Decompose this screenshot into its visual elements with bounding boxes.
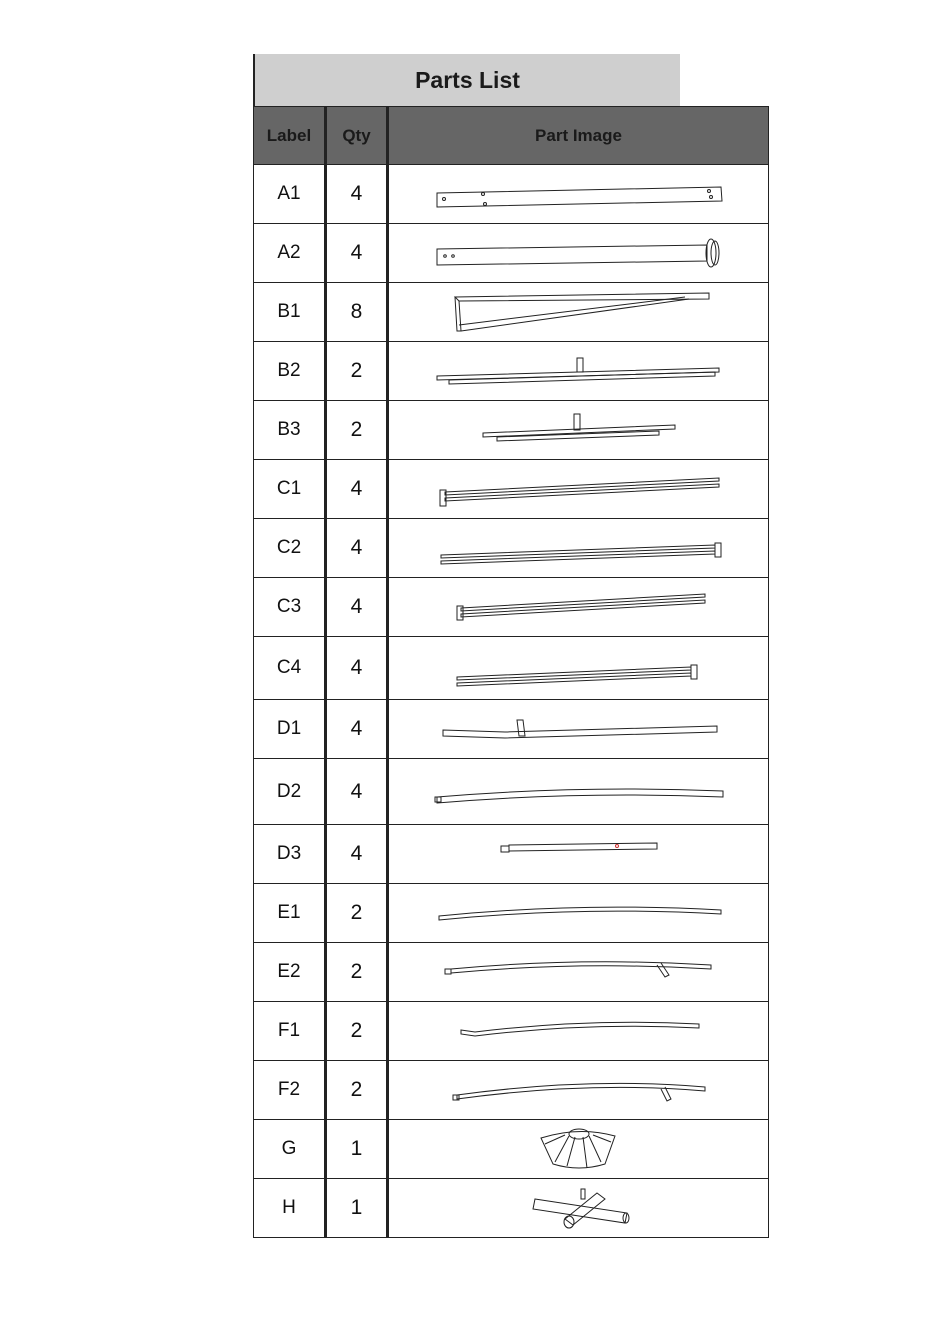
short-tube-icon bbox=[389, 829, 769, 879]
part-qty: 4 bbox=[326, 759, 388, 825]
table-row bbox=[254, 759, 769, 825]
parts-list-title: Parts List bbox=[253, 54, 680, 106]
part-label: F1 bbox=[254, 1002, 326, 1061]
part-label: F2 bbox=[254, 1061, 326, 1120]
part-label: C4 bbox=[254, 637, 326, 700]
part-label: C2 bbox=[254, 519, 326, 578]
part-label: H bbox=[254, 1179, 326, 1238]
part-qty: 2 bbox=[326, 342, 388, 401]
curved-rafter-with-tab-icon bbox=[389, 947, 769, 997]
part-qty: 2 bbox=[326, 1002, 388, 1061]
table-row bbox=[254, 943, 769, 1002]
table-row bbox=[254, 637, 769, 700]
table-row bbox=[254, 224, 769, 283]
short-double-rail-right-bracket-icon bbox=[389, 643, 769, 693]
part-label: A1 bbox=[254, 165, 326, 224]
part-label: B3 bbox=[254, 401, 326, 460]
table-row bbox=[254, 1120, 769, 1179]
table-row bbox=[254, 401, 769, 460]
short-curved-rafter-icon bbox=[389, 1006, 769, 1056]
header-qty: Qty bbox=[326, 107, 388, 165]
double-rail-right-bracket-icon bbox=[389, 523, 769, 573]
table-row bbox=[254, 342, 769, 401]
part-qty: 4 bbox=[326, 460, 388, 519]
curved-rafter-icon bbox=[389, 888, 769, 938]
double-rail-left-bracket-icon bbox=[389, 464, 769, 514]
part-label: B1 bbox=[254, 283, 326, 342]
part-qty: 2 bbox=[326, 884, 388, 943]
part-qty: 4 bbox=[326, 519, 388, 578]
part-qty: 4 bbox=[326, 825, 388, 884]
pole-with-end-cap-icon bbox=[389, 228, 769, 278]
table-row bbox=[254, 884, 769, 943]
part-qty: 4 bbox=[326, 224, 388, 283]
straight-pole-with-holes-icon bbox=[389, 169, 769, 219]
part-label: B2 bbox=[254, 342, 326, 401]
part-qty: 4 bbox=[326, 637, 388, 700]
part-label: C3 bbox=[254, 578, 326, 637]
tube-with-tab-icon bbox=[389, 704, 769, 754]
angled-brace-icon bbox=[389, 287, 769, 337]
part-label: C1 bbox=[254, 460, 326, 519]
part-qty: 4 bbox=[326, 700, 388, 759]
header-part-image: Part Image bbox=[388, 107, 769, 165]
part-label: D1 bbox=[254, 700, 326, 759]
long-curved-tube-icon bbox=[389, 767, 769, 817]
part-qty: 4 bbox=[326, 165, 388, 224]
part-qty: 2 bbox=[326, 943, 388, 1002]
table-row bbox=[254, 165, 769, 224]
short-double-rail-left-bracket-icon bbox=[389, 582, 769, 632]
table-row bbox=[254, 1002, 769, 1061]
table-row bbox=[254, 283, 769, 342]
table-row bbox=[254, 578, 769, 637]
part-qty: 4 bbox=[326, 578, 388, 637]
part-label: D2 bbox=[254, 759, 326, 825]
part-label: A2 bbox=[254, 224, 326, 283]
cross-connector-icon bbox=[389, 1181, 769, 1235]
short-curved-rafter-with-tab-icon bbox=[389, 1065, 769, 1115]
short-crossbar-with-post-icon bbox=[389, 405, 769, 455]
part-label: G bbox=[254, 1120, 326, 1179]
crossbar-with-post-icon bbox=[389, 346, 769, 396]
part-qty: 1 bbox=[326, 1179, 388, 1238]
header-label: Label bbox=[254, 107, 326, 165]
table-row bbox=[254, 1061, 769, 1120]
table-row bbox=[254, 1179, 769, 1238]
parts-table bbox=[253, 106, 769, 1238]
part-qty: 2 bbox=[326, 401, 388, 460]
table-row bbox=[254, 519, 769, 578]
table-row bbox=[254, 460, 769, 519]
part-label: E1 bbox=[254, 884, 326, 943]
table-row bbox=[254, 825, 769, 884]
part-qty: 2 bbox=[326, 1061, 388, 1120]
part-qty: 1 bbox=[326, 1120, 388, 1179]
umbrella-hub-icon bbox=[389, 1122, 769, 1176]
part-label: D3 bbox=[254, 825, 326, 884]
part-label: E2 bbox=[254, 943, 326, 1002]
table-row bbox=[254, 700, 769, 759]
part-qty: 8 bbox=[326, 283, 388, 342]
